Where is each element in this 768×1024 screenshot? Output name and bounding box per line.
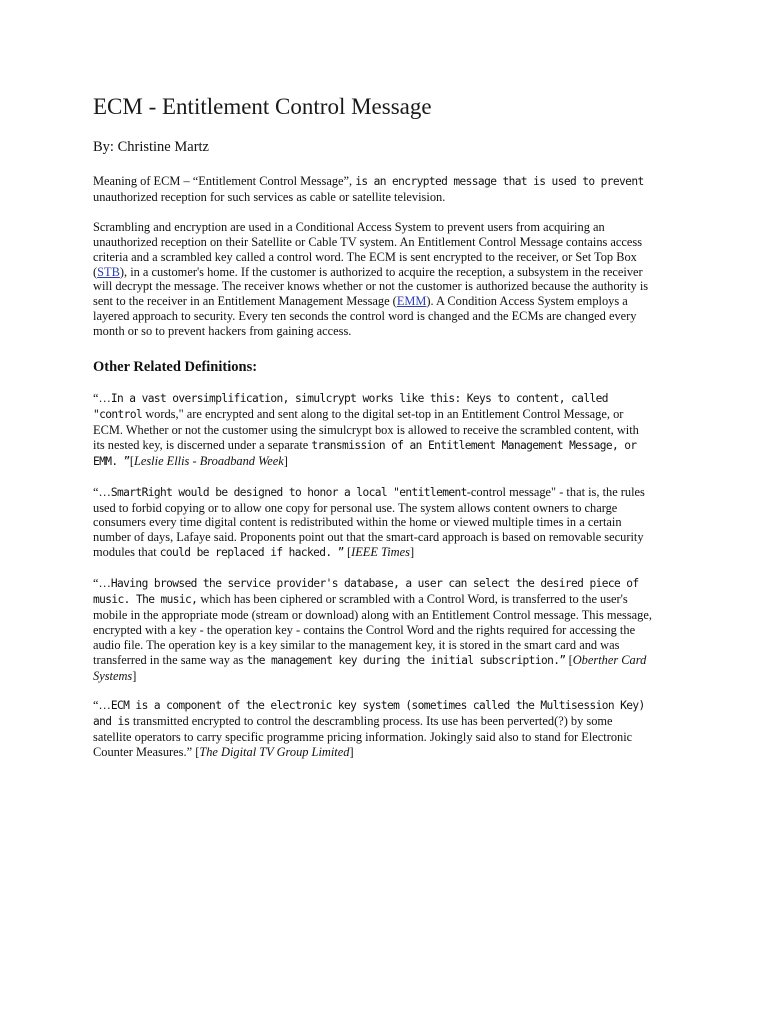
quote-music: [93, 576, 653, 683]
meaning-text-2: is an encrypted message that is used to prevent: [355, 175, 644, 188]
author-byline: By: Christine Martz: [93, 139, 209, 155]
quote-open: “…: [93, 391, 111, 406]
quote-text: words," are encrypted and sent along to the digital set-top in an Entitlement Control Message, or ECM. Whether or not the customer using the simulcrypt box is allowed to receive the scrambled content, with its nested key, is discerned under a separate: [93, 406, 639, 452]
meaning-paragraph: [93, 174, 653, 205]
citation-source: Oberther Card Systems: [93, 652, 647, 683]
citation-bracket-open: [: [565, 652, 573, 667]
quote-open: “…: [93, 576, 111, 591]
quote-text: -control message" - that is, the rules used to forbid copying or to allow one copy for personal use. The system allows content owners to charge consumers every time digital content is redistributed within the home or viewed multiple times in a certain number of days, Lafaye said. Proponents point out that the smart-card approach is based on removable security modules that: [93, 484, 645, 560]
stb-link[interactable]: STB: [97, 264, 120, 279]
scrambling-text-1: Scrambling and encryption are used in a Conditional Access System to prevent users from acquiring an unauthorized reception on their Satellite or Cable TV system. An Entitlement Control Message contains access criteria and a scrambled key called a control word. The ECM is sent encrypted to the receiver, or Set Top Box (: [93, 219, 643, 279]
scrambling-paragraph: [93, 220, 653, 339]
citation-bracket-close: ]: [283, 453, 288, 468]
quote-text-mono: ECM is a component of the electronic key system (sometimes called the Multisession Key) and is: [93, 699, 645, 729]
quote-text-mono: In a vast oversimplification, simulcrypt works like this: Keys to content, called "control: [93, 392, 608, 421]
citation-source: The Digital TV Group Limited: [199, 745, 350, 760]
quote-text-mono-end: could be replaced if hacked. ”: [159, 546, 344, 560]
quote-text-mono: SmartRight would be designed to honor a local "entitlement: [110, 485, 467, 499]
quote-text: transmitted encrypted to control the descrambling process. Its use has been perverted(?) by some satellite operators to carry specific programme pricing information. Jokingly said also to stand for Electronic Counter Measures.”: [93, 714, 633, 760]
citation-source: IEEE Times: [351, 545, 410, 560]
quote-text: which has been ciphered or scrambled with a Control Word, is transferred to the user's mobile in the appropriate mode (stream or download) along with an Entitlement Control message. This message, encrypted with a key - the operation key - contains the Control Word and the rights required for accessing the audio file. The operation key is a key similar to the management key, it is stored in the smart card and was transferred in the same way as: [93, 592, 652, 667]
citation-bracket-open: [: [129, 453, 134, 468]
citation-bracket-close: ]: [409, 545, 415, 560]
scrambling-text-3: ). A Condition Access System employs a layered approach to security. Every ten seconds the control word is changed and the ECMs are changed every month or so to prevent hackers from gaining access.: [93, 294, 637, 339]
meaning-text-3: unauthorized reception for such services as cable or satellite television.: [93, 189, 446, 204]
emm-link[interactable]: EMM: [396, 294, 427, 309]
quote-text-mono-end: the management key during the initial subscription.”: [246, 653, 566, 667]
meaning-text-1: Meaning of ECM – “Entitlement Control Message”,: [93, 174, 356, 188]
quote-ecm-component: [93, 698, 653, 760]
scrambling-text-2: ), in a customer's home. If the customer is authorized to acquire the reception, a subsystem in the receiver will decrypt the message. The receiver knows whether or not the customer is authorized because the authority is sent to the receiver in an Entitlement Management Message (: [93, 264, 649, 309]
quote-open: “…: [93, 698, 111, 713]
related-definitions-heading: Other Related Definitions:: [93, 359, 258, 376]
quote-text-mono: Having browsed the service provider's database, a user can select the desired piece of music. The music,: [93, 577, 639, 607]
page-title: ECM - Entitlement Control Message: [93, 94, 432, 119]
quote-text-mono-end: transmission of an Entitlement Management Message, or EMM. ”: [93, 438, 637, 468]
quote-smartright: [93, 485, 653, 562]
quote-open: “…: [93, 484, 111, 499]
citation-bracket-open: [: [195, 745, 200, 760]
citation-bracket-open: [: [343, 545, 352, 560]
citation-source: Leslie Ellis - Broadband Week: [133, 453, 284, 468]
quote-simulcrypt: [93, 391, 653, 470]
citation-bracket-close: ]: [132, 668, 137, 683]
citation-bracket-close: ]: [349, 745, 354, 760]
